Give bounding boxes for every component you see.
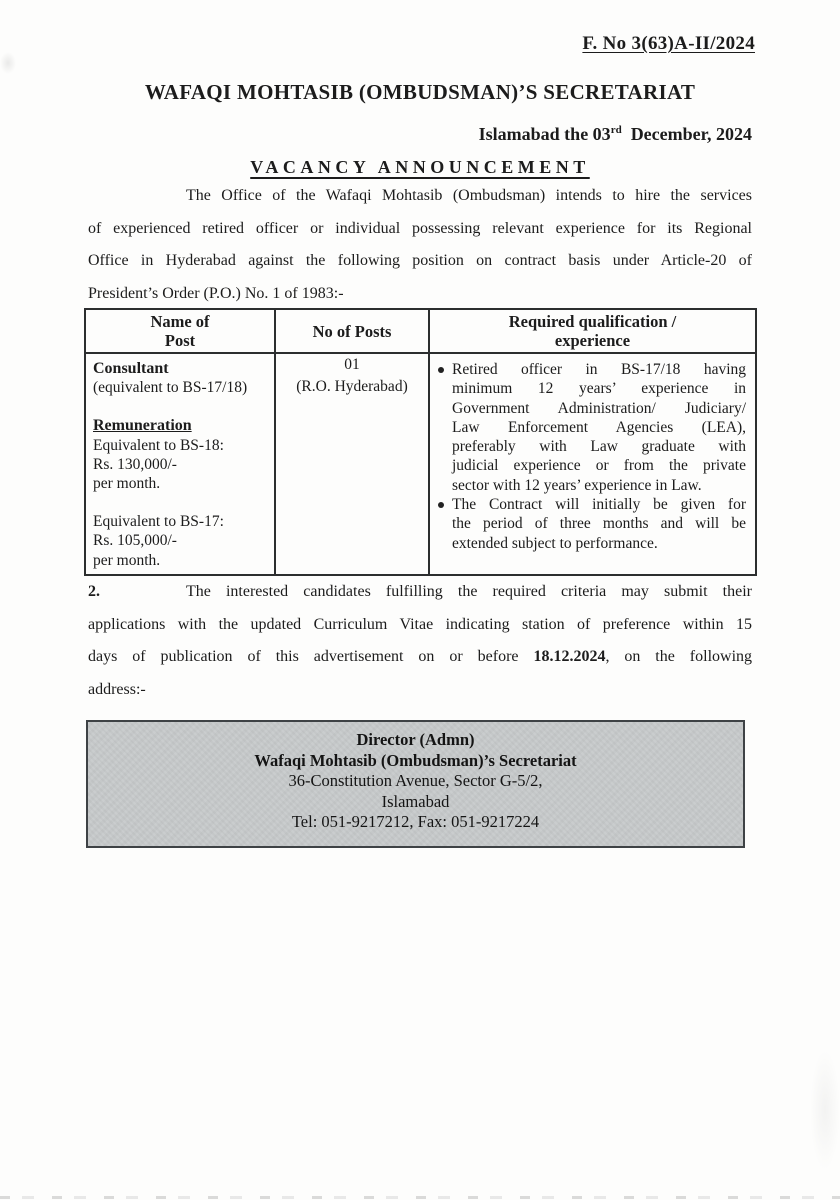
closing-line-1	[88, 576, 752, 609]
bs18-amount: Rs. 130,000/-	[93, 455, 177, 473]
qual1-line-7: sector with 12 years’ experience in Law.	[452, 476, 702, 494]
qual2-line-1: The Contract will initially be given for	[452, 496, 746, 514]
intro-line-1: The Office of the Wafaqi Mohtasib (Ombudsman) intends to hire the services	[186, 187, 752, 204]
deadline-date: 18.12.2024	[533, 648, 606, 665]
column-header-no-of-posts: No of Posts	[275, 309, 429, 353]
qualification-bullet-1	[436, 360, 746, 495]
closing-line-4: address:-	[88, 680, 146, 698]
post-name-cell	[85, 353, 275, 575]
vacancy-announcement-heading	[0, 157, 840, 178]
vacancy-announcement-text: VACANCY ANNOUNCEMENT	[250, 157, 590, 177]
scan-bottom-artifact	[0, 1196, 840, 1199]
header-name-of: Name of	[150, 312, 210, 331]
date-prefix: Islamabad the 03	[478, 124, 611, 144]
intro-line-2: of experienced retired officer or individual possessing relevant experience for its Regional	[88, 219, 752, 237]
address-street: 36-Constitution Avenue, Sector G-5/2,	[288, 771, 543, 790]
header-post: Post	[164, 331, 196, 350]
post-name: Consultant	[93, 360, 169, 377]
qual2-line-3: extended subject to performance.	[452, 534, 658, 552]
remuneration-heading: Remuneration	[93, 417, 192, 435]
bs17-label: Equivalent to BS-17:	[93, 513, 224, 531]
address-box	[86, 720, 745, 848]
address-director: Director (Admn)	[356, 730, 475, 749]
date-line	[479, 124, 752, 145]
document-title: WAFAQI MOHTASIB (OMBUDSMAN)’S SECRETARIAT	[144, 80, 696, 104]
table-header-row	[85, 309, 756, 353]
bullet-icon	[438, 502, 444, 508]
scan-smudge-artifact	[0, 52, 16, 74]
spacer	[93, 397, 270, 416]
qual1-line-3: Government Administration/ Judiciary/	[452, 399, 746, 417]
date-ordinal-suffix: rd	[610, 124, 622, 136]
qualification-bullet-2	[436, 495, 746, 553]
intro-line-4: President’s Order (P.O.) No. 1 of 1983:-	[88, 284, 344, 302]
address-secretariat: Wafaqi Mohtasib (Ombudsman)’s Secretariat	[254, 750, 577, 770]
date-suffix: December, 2024	[621, 124, 752, 144]
address-tel-fax: Tel: 051-9217212, Fax: 051-9217224	[291, 812, 540, 831]
spacer	[93, 493, 270, 512]
posts-count-cell	[275, 353, 429, 575]
column-header-qualification	[429, 309, 756, 353]
qual1-line-1: Retired officer in BS-17/18 having	[452, 361, 746, 378]
header-required-qualification: Required qualification /	[508, 312, 677, 331]
qual1-line-5: preferably with Law graduate with	[452, 438, 746, 456]
closing-paragraph	[88, 576, 752, 706]
scan-edge-artifact	[810, 1050, 840, 1170]
posts-count: 01	[344, 356, 360, 373]
bs17-amount: Rs. 105,000/-	[93, 532, 177, 550]
qual1-line-6: judicial experience or from the private	[452, 457, 746, 475]
intro-line-3: Office in Hyderabad against the following position on contract basis under Article-20 of	[88, 252, 752, 269]
qualification-cell	[429, 353, 756, 575]
bs18-label: Equivalent to BS-18:	[93, 436, 224, 454]
vacancy-table	[84, 308, 757, 576]
qual1-line-4: Law Enforcement Agencies (LEA),	[452, 418, 746, 436]
paragraph-number: 2.	[88, 583, 100, 600]
qual2-line-2: the period of three months and will be	[452, 515, 746, 533]
intro-paragraph	[88, 180, 752, 310]
table-body-row	[85, 353, 756, 575]
posts-location: (R.O. Hyderabad)	[296, 378, 408, 395]
file-number: F. No 3(63)A-II/2024	[582, 33, 755, 54]
closing-line-2: applications with the updated Curriculum Vitae indicating station of preference within 15	[88, 615, 752, 633]
closing-line-3	[88, 641, 752, 674]
post-equivalent: (equivalent to BS-17/18)	[93, 379, 248, 397]
qual1-line-2: minimum 12 years’ experience in	[452, 380, 746, 398]
header-experience: experience	[554, 331, 631, 350]
closing-line-3-post: , on the following	[605, 648, 753, 665]
address-city: Islamabad	[381, 791, 450, 811]
bullet-icon	[438, 367, 444, 373]
column-header-name-of-post	[85, 309, 275, 353]
bs18-per-month: per month.	[93, 475, 161, 493]
closing-line-3-pre: days of publication of this advertisement on or before	[88, 648, 534, 665]
closing-line-1-text: The interested candidates fulfilling the required criteria may submit their	[186, 583, 752, 600]
bs17-per-month: per month.	[93, 551, 161, 569]
